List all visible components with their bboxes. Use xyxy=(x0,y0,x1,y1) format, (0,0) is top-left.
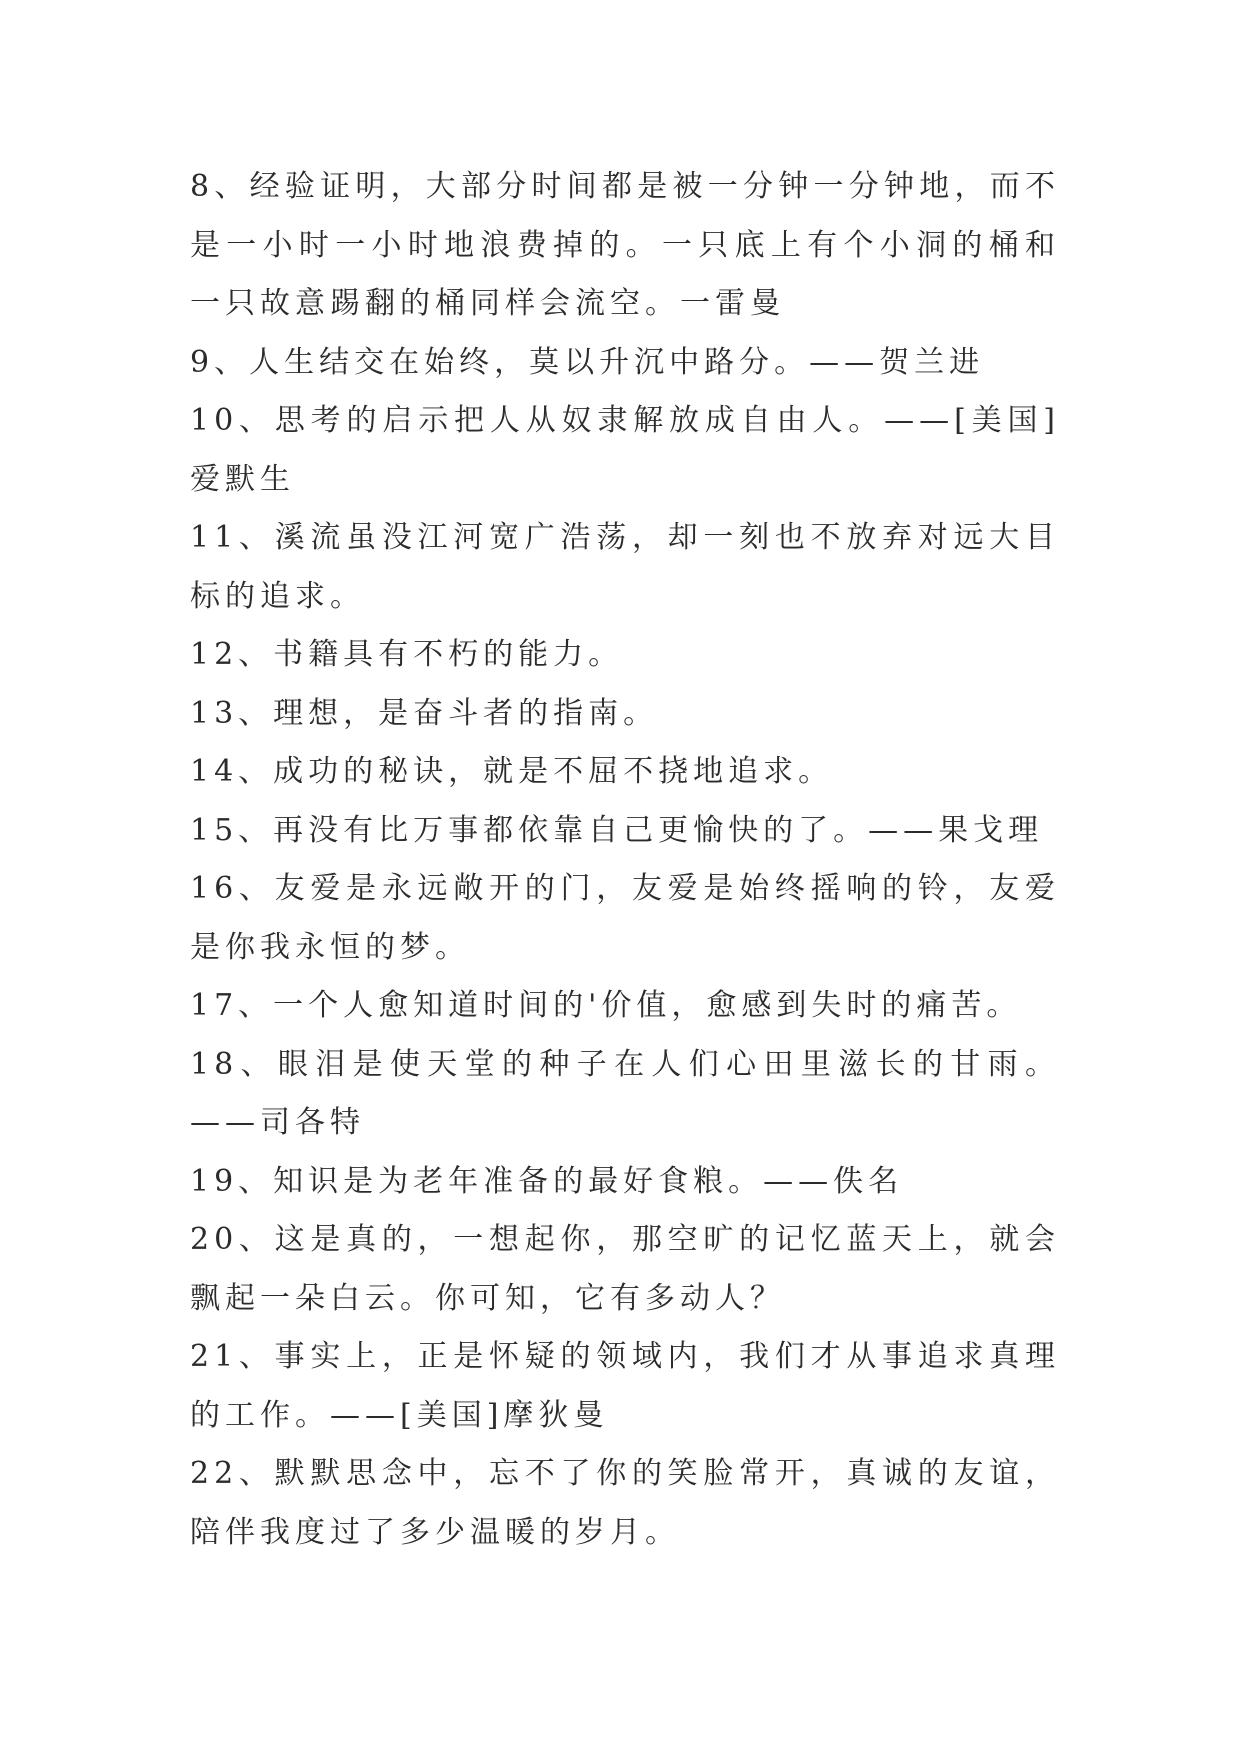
quote-item-17: 17、一个人愈知道时间的'价值，愈感到失时的痛苦。 xyxy=(190,988,1022,1023)
quote-item-9: 9、人生结交在始终，莫以升沉中路分。——贺兰进 xyxy=(190,344,985,380)
quote-item-20: 20、这是真的，一想起你，那空旷的记忆蓝天上，就会飘起一朵白云。你可知，它有多动人？ xyxy=(190,1222,1060,1316)
quote-item-14: 14、成功的秘诀，就是不屈不挠地追求。 xyxy=(190,754,834,789)
quote-item-19: 19、知识是为老年准备的最好食粮。——佚名 xyxy=(190,1163,904,1199)
quote-list xyxy=(190,158,1060,1562)
quote-item-13: 13、理想，是奋斗者的指南。 xyxy=(190,695,659,731)
quote-item-12: 12、书籍具有不朽的能力。 xyxy=(190,637,624,672)
quote-item-11: 11、溪流虽没江河宽广浩荡，却一刻也不放弃对远大目标的追求。 xyxy=(190,520,1060,614)
quote-item-22: 22、默默思念中，忘不了你的笑脸常开，真诚的友谊，陪伴我度过了多少温暖的岁月。 xyxy=(190,1456,1060,1550)
quote-item-15: 15、再没有比万事都依靠自己更愉快的了。——果戈理 xyxy=(190,812,1044,848)
quote-item-21: 21、事实上，正是怀疑的领域内，我们才从事追求真理的工作。——[美国]摩狄曼 xyxy=(190,1339,1060,1433)
quote-item-10: 10、思考的启示把人从奴隶解放成自由人。——[美国]爱默生 xyxy=(190,403,1060,497)
quote-item-8: 8、经验证明，大部分时间都是被一分钟一分钟地，而不是一小时一小时地浪费掉的。一只底上有个小洞的桶和一只故意踢翻的桶同样会流空。一雷曼 xyxy=(190,169,1060,321)
quote-item-16: 16、友爱是永远敞开的门，友爱是始终摇响的铃，友爱是你我永恒的梦。 xyxy=(190,871,1060,965)
quote-item-18: 18、眼泪是使天堂的种子在人们心田里滋长的甘雨。——司各特 xyxy=(190,1046,1060,1140)
